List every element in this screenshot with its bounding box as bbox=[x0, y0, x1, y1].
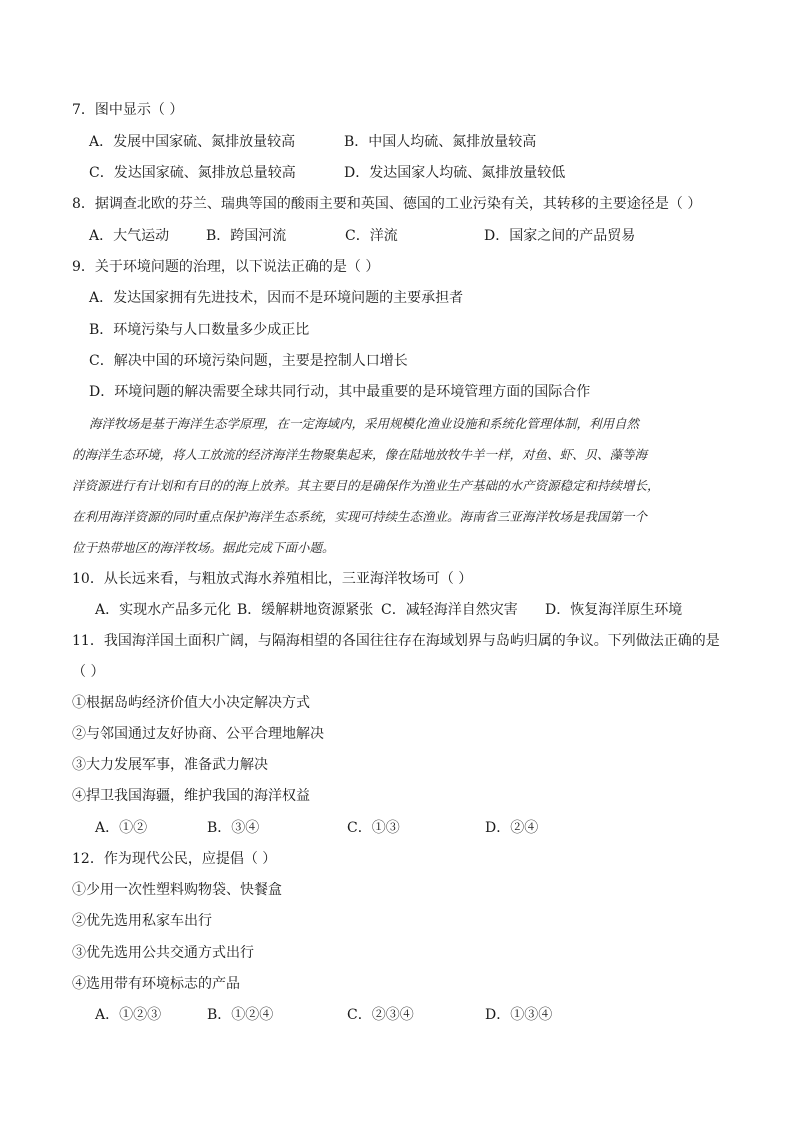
option-a: A．①② bbox=[95, 820, 148, 836]
statement-2: ②优先选用私家车出行 bbox=[72, 913, 212, 929]
option-b: B．①②④ bbox=[207, 1007, 274, 1023]
question-10-stem: 10．从长远来看，与粗放式海水养殖相比，三亚海洋牧场可（ ） bbox=[72, 571, 473, 587]
passage-line-5: 位于热带地区的海洋牧场。据此完成下面小题。 bbox=[72, 540, 335, 555]
option-b: B．缓解耕地资源紧张 bbox=[237, 602, 374, 618]
option-a: A．大气运动 bbox=[89, 228, 170, 244]
option-c: C．洋流 bbox=[345, 228, 398, 244]
option-a: A．①②③ bbox=[95, 1007, 162, 1023]
question-11-stem-bracket: （ ） bbox=[72, 664, 105, 680]
option-c: C．②③④ bbox=[347, 1007, 414, 1023]
statement-4: ④捍卫我国海疆，维护我国的海洋权益 bbox=[72, 788, 310, 804]
option-b: B．跨国河流 bbox=[206, 228, 287, 244]
option-a: A．发展中国家硫、氮排放量较高 bbox=[89, 134, 296, 150]
question-9-stem: 9．关于环境问题的治理，以下说法正确的是（ ） bbox=[72, 259, 380, 275]
option-d: D．发达国家人均硫、氮排放量较低 bbox=[344, 165, 566, 181]
option-c: C．减轻海洋自然灾害 bbox=[381, 602, 518, 618]
passage-line-1: 海洋牧场是基于海洋生态学原理，在一定海域内，采用规模化渔业设施和系统化管理体制，利用自然 bbox=[89, 416, 640, 431]
statement-4: ④选用带有环境标志的产品 bbox=[72, 976, 240, 992]
passage-line-4: 在利用海洋资源的同时重点保护海洋生态系统，实现可持续生态渔业。海南省三亚海洋牧场是我国第一个 bbox=[72, 509, 648, 524]
option-a: A．实现水产品多元化 bbox=[95, 602, 232, 618]
option-d: D．环境问题的解决需要全球共同行动，其中最重要的是环境管理方面的国际合作 bbox=[89, 384, 591, 400]
question-11-stem: 11．我国海洋国土面积广阔，与隔海相望的各国往往存在海域划界与岛屿归属的争议。下列做法正确的是 bbox=[72, 633, 720, 649]
statement-3: ③大力发展军事，准备武力解决 bbox=[72, 757, 268, 773]
statement-2: ②与邻国通过友好协商、公平合理地解决 bbox=[72, 726, 324, 742]
option-a: A．发达国家拥有先进技术，因而不是环境问题的主要承担者 bbox=[89, 290, 464, 306]
option-c: C．解决中国的环境污染问题，主要是控制人口增长 bbox=[89, 353, 408, 369]
option-d: D．①③④ bbox=[485, 1007, 553, 1023]
option-b: B．③④ bbox=[207, 820, 260, 836]
option-d: D．恢复海洋原生环境 bbox=[545, 602, 683, 618]
option-c: C．发达国家硫、氮排放总量较高 bbox=[89, 165, 296, 181]
question-8-stem: 8．据调查北欧的芬兰、瑞典等国的酸雨主要和英国、德国的工业污染有关，其转移的主要途径是（ ） bbox=[72, 196, 702, 212]
statement-1: ①根据岛屿经济价值大小决定解决方式 bbox=[72, 695, 310, 711]
question-7-stem: 7．图中显示（ ） bbox=[72, 102, 184, 118]
option-b: B．环境污染与人口数量多少成正比 bbox=[89, 322, 310, 338]
passage-line-2: 的海洋生态环境，将人工放流的经济海洋生物聚集起来，像在陆地放牧牛羊一样，对鱼、虾、贝、藻等海 bbox=[72, 447, 648, 462]
option-c: C．①③ bbox=[347, 820, 400, 836]
question-12-stem: 12．作为现代公民，应提倡（ ） bbox=[72, 851, 277, 867]
statement-1: ①少用一次性塑料购物袋、快餐盒 bbox=[72, 882, 282, 898]
passage-line-3: 洋资源进行有计划和有目的的海上放养。其主要目的是确保作为渔业生产基础的水产资源稳定和持续增长， bbox=[72, 478, 660, 493]
statement-3: ③优先选用公共交通方式出行 bbox=[72, 945, 254, 961]
option-d: D．②④ bbox=[485, 820, 539, 836]
option-d: D．国家之间的产品贸易 bbox=[484, 228, 636, 244]
option-b: B．中国人均硫、氮排放量较高 bbox=[344, 134, 537, 150]
